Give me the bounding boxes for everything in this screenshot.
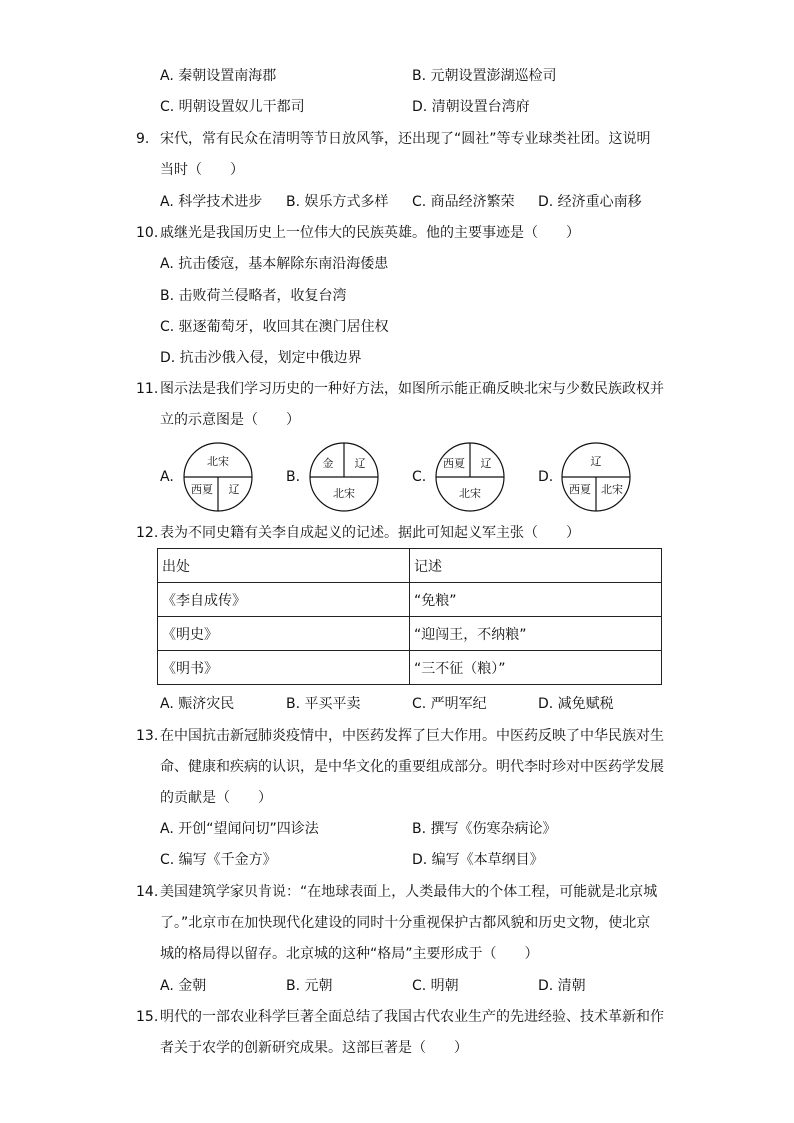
question-text: 立的示意图是（ ） xyxy=(160,412,300,428)
option-a: A. 金朝 xyxy=(160,978,207,994)
table-header: 出处 xyxy=(158,549,410,583)
question-text: 命、健康和疾病的认识，是中华文化的重要组成部分。明代李时珍对中医药学发展 xyxy=(160,759,664,775)
option-b: B. 元朝设置澎湖巡检司 xyxy=(412,68,557,84)
region-label: 西夏 xyxy=(191,483,213,496)
option-d: D. 减免赋税 xyxy=(538,696,614,712)
question-text: 美国建筑学家贝肯说：“在地球表面上，人类最伟大的个体工程，可能就是北京城 xyxy=(160,884,658,900)
option-a: A. 开创“望闻问切”四诊法 xyxy=(160,821,319,837)
option-d: D. 经济重心南移 xyxy=(538,194,642,210)
table-row xyxy=(158,651,662,685)
table-cell: “迎闯王，不纳粮” xyxy=(410,617,662,651)
region-label: 辽 xyxy=(590,455,602,468)
table-cell: “三不征（粮）” xyxy=(410,651,662,685)
question-text: 了。”北京市在加快现代化建设的同时十分重视保护古都风貌和历史文物，使北京 xyxy=(160,915,651,931)
option-c: C. 严明军纪 xyxy=(412,696,487,712)
option-b: B. 平买平卖 xyxy=(286,696,361,712)
question-number: 9. xyxy=(136,131,150,147)
region-label: 辽 xyxy=(480,457,492,470)
question-number: 10. xyxy=(136,225,159,241)
diagram-d xyxy=(558,441,634,513)
region-label: 北宋 xyxy=(459,487,481,500)
table-cell: 《明书》 xyxy=(158,651,410,685)
option-b-letter: B. xyxy=(286,469,301,485)
option-d-letter: D. xyxy=(538,469,554,485)
question-text: 者关于农学的创新研究成果。这部巨著是（ ） xyxy=(160,1040,468,1056)
region-label: 辽 xyxy=(228,483,240,496)
question-text: 表为不同史籍有关李自成起义的记述。据此可知起义军主张（ ） xyxy=(160,525,580,541)
question-text: 的贡献是（ ） xyxy=(160,790,272,806)
option-a-letter: A. xyxy=(160,469,174,485)
table-header: 记述 xyxy=(410,549,662,583)
option-d: D. 编写《本草纲目》 xyxy=(412,852,544,868)
table-cell: 《李自成传》 xyxy=(158,583,410,617)
region-label: 北宋 xyxy=(601,483,623,496)
option-c: C. 明朝 xyxy=(412,978,459,994)
records-table xyxy=(157,548,662,685)
table-cell: 《明史》 xyxy=(158,617,410,651)
question-number: 13. xyxy=(136,728,159,744)
question-text: 戚继光是我国历史上一位伟大的民族英雄。他的主要事迹是（ ） xyxy=(160,225,580,241)
region-label: 北宋 xyxy=(333,487,355,500)
option-a: A. 秦朝设置南海郡 xyxy=(160,68,277,84)
question-text: 明代的一部农业科学巨著全面总结了我国古代农业生产的先进经验、技术革新和作 xyxy=(160,1009,664,1025)
option-d: D. 清朝设置台湾府 xyxy=(412,99,530,115)
option-b: B. 元朝 xyxy=(286,978,333,994)
region-label: 辽 xyxy=(354,457,366,470)
option-d: D. 清朝 xyxy=(538,978,586,994)
region-label: 西夏 xyxy=(569,483,591,496)
question-text: 当时（ ） xyxy=(160,162,244,178)
option-c-letter: C. xyxy=(412,469,427,485)
region-label: 西夏 xyxy=(443,457,465,470)
question-number: 15. xyxy=(136,1009,159,1025)
question-number: 14. xyxy=(136,884,159,900)
question-text: 宋代，常有民众在清明等节日放风筝，还出现了“圆社”等专业球类社团。这说明 xyxy=(160,131,651,147)
region-label: 北宋 xyxy=(207,455,229,468)
option-c: C. 编写《千金方》 xyxy=(160,852,277,868)
question-text: 城的格局得以留存。北京城的这种“格局”主要形成于（ ） xyxy=(160,946,539,962)
table-header-row xyxy=(158,549,662,583)
table-cell: “免粮” xyxy=(410,583,662,617)
diagram-a xyxy=(180,441,256,513)
option-b: B. 娱乐方式多样 xyxy=(286,194,389,210)
diagram-c xyxy=(432,441,508,513)
table-row xyxy=(158,583,662,617)
question-text: 在中国抗击新冠肺炎疫情中，中医药发挥了巨大作用。中医药反映了中华民族对生 xyxy=(160,728,664,744)
table-row xyxy=(158,617,662,651)
region-label: 金 xyxy=(322,457,334,470)
option-d: D. 抗击沙俄入侵，划定中俄边界 xyxy=(160,350,362,366)
question-number: 11. xyxy=(136,381,159,397)
option-a: A. 科学技术进步 xyxy=(160,194,263,210)
question-text: 图示法是我们学习历史的一种好方法，如图所示能正确反映北宋与少数民族政权并 xyxy=(160,381,664,397)
option-a: A. 抗击倭寇，基本解除东南沿海倭患 xyxy=(160,256,389,272)
option-c: C. 驱逐葡萄牙，收回其在澳门居住权 xyxy=(160,319,389,335)
option-b: B. 撰写《伤寒杂病论》 xyxy=(412,821,557,837)
option-b: B. 击败荷兰侵略者，收复台湾 xyxy=(160,288,347,304)
option-c: C. 商品经济繁荣 xyxy=(412,194,515,210)
option-a: A. 赈济灾民 xyxy=(160,696,235,712)
question-number: 12. xyxy=(136,525,159,541)
option-c: C. 明朝设置奴儿干都司 xyxy=(160,99,305,115)
diagram-b xyxy=(306,441,382,513)
